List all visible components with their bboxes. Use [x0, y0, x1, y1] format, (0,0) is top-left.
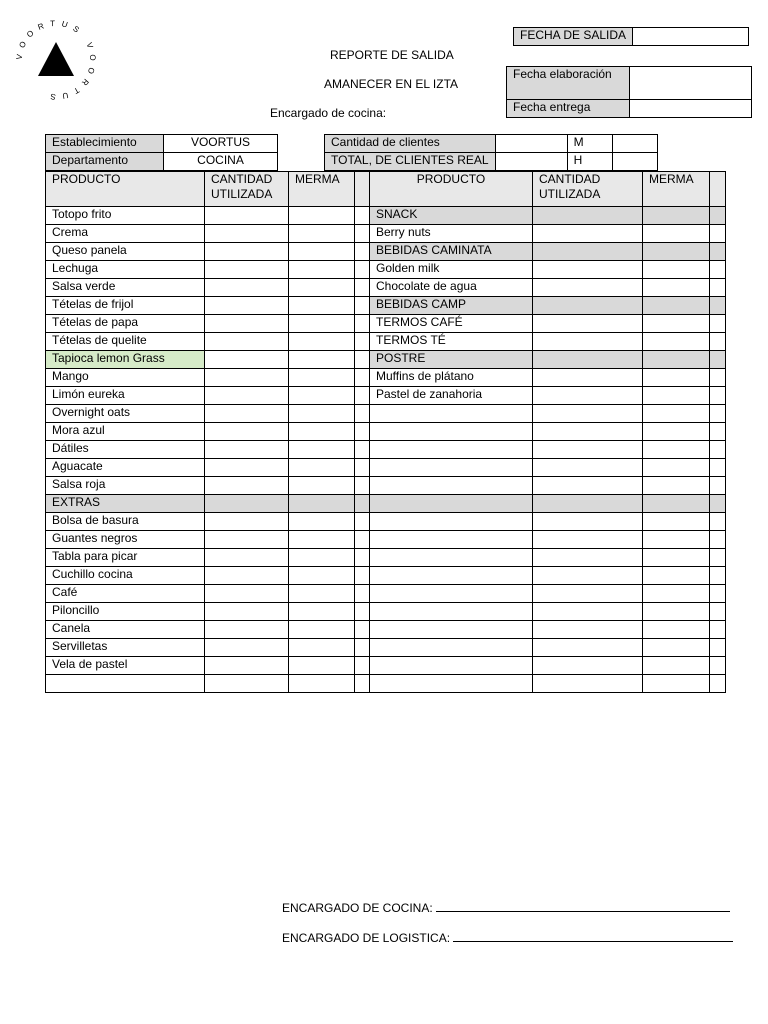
extra-cell-left[interactable]: [355, 603, 370, 621]
table-row: [46, 639, 726, 657]
encargado-cocina-label: Encargado de cocina:: [270, 106, 387, 120]
producto-cell-right: [370, 657, 533, 675]
merma-cell-left[interactable]: [289, 459, 355, 477]
firma-cocina-line[interactable]: [436, 900, 730, 912]
cantidad-cell-right[interactable]: [533, 225, 643, 243]
producto-cell-right: [370, 459, 533, 477]
merma-cell-right[interactable]: [643, 297, 710, 315]
producto-cell-left: Lechuga: [46, 261, 205, 279]
cantidad-cell-left[interactable]: [205, 531, 289, 549]
producto-cell-left: Salsa verde: [46, 279, 205, 297]
table-row: [46, 297, 726, 315]
table-row: [46, 387, 726, 405]
producto-cell-left: Tabla para picar: [46, 549, 205, 567]
extra-cell-right[interactable]: [710, 333, 726, 351]
merma-cell-left[interactable]: [289, 639, 355, 657]
table-row: [46, 675, 726, 693]
merma-cell-left[interactable]: [289, 567, 355, 585]
fecha-elaboracion-field[interactable]: [630, 67, 752, 100]
extra-cell-right[interactable]: [710, 567, 726, 585]
extra-cell-right[interactable]: [710, 261, 726, 279]
extra-cell-right[interactable]: [710, 621, 726, 639]
extra-cell-left[interactable]: [355, 261, 370, 279]
merma-cell-left[interactable]: [289, 549, 355, 567]
extra-cell-right[interactable]: [710, 585, 726, 603]
merma-cell-left[interactable]: [289, 441, 355, 459]
extra-cell-right[interactable]: [710, 351, 726, 369]
extra-cell-left[interactable]: [355, 477, 370, 495]
merma-cell-right[interactable]: [643, 585, 710, 603]
producto-cell-right: [370, 531, 533, 549]
producto-cell-right: [370, 495, 533, 513]
producto-cell-right: Pastel de zanahoria: [370, 387, 533, 405]
merma-cell-right[interactable]: [643, 549, 710, 567]
merma-cell-right[interactable]: [643, 351, 710, 369]
merma-cell-right[interactable]: [643, 621, 710, 639]
report-title: REPORTE DE SALIDA: [330, 48, 454, 62]
extra-cell-right[interactable]: [710, 297, 726, 315]
producto-header-left: PRODUCTO: [46, 172, 205, 207]
extra-cell-right[interactable]: [710, 369, 726, 387]
producto-header-right: PRODUCTO: [370, 172, 533, 207]
report-subtitle: AMANECER EN EL IZTA: [324, 77, 459, 91]
cantidad-cell-right[interactable]: [533, 549, 643, 567]
producto-cell-left: Salsa roja: [46, 477, 205, 495]
cantidad-cell-right[interactable]: [533, 405, 643, 423]
merma-cell-left[interactable]: [289, 423, 355, 441]
producto-cell-left: Vela de pastel: [46, 657, 205, 675]
producto-cell-right: POSTRE: [370, 351, 533, 369]
cantidad-clientes-label: Cantidad de clientes: [325, 135, 496, 153]
cantidad-cell-right[interactable]: [533, 351, 643, 369]
cantidad-cell-left[interactable]: [205, 351, 289, 369]
fechas-table: [506, 66, 752, 118]
table-row: [46, 315, 726, 333]
cantidad-cell-left[interactable]: [205, 387, 289, 405]
cantidad-cell-right[interactable]: [533, 315, 643, 333]
cantidad-cell-right[interactable]: [533, 585, 643, 603]
producto-cell-left: Servilletas: [46, 639, 205, 657]
extra-cell-right[interactable]: [710, 441, 726, 459]
producto-cell-right: [370, 639, 533, 657]
merma-cell-right[interactable]: [643, 441, 710, 459]
extra-cell-right[interactable]: [710, 513, 726, 531]
extra-cell-left[interactable]: [355, 495, 370, 513]
cantidad-cell-left[interactable]: [205, 423, 289, 441]
firma-cocina: [282, 900, 730, 915]
cantidad-cell-left[interactable]: [205, 459, 289, 477]
table-row: [46, 513, 726, 531]
cantidad-cell-right[interactable]: [533, 333, 643, 351]
extra-cell-left[interactable]: [355, 549, 370, 567]
extra-cell-right[interactable]: [710, 279, 726, 297]
extra-cell-right[interactable]: [710, 243, 726, 261]
merma-cell-right[interactable]: [643, 513, 710, 531]
cantidad-cell-right[interactable]: [533, 279, 643, 297]
firma-logistica-label: ENCARGADO DE LOGISTICA:: [282, 931, 451, 945]
merma-cell-left[interactable]: [289, 315, 355, 333]
voortus-logo: [14, 18, 98, 102]
firma-logistica: [282, 930, 733, 945]
producto-cell-right: BEBIDAS CAMP: [370, 297, 533, 315]
cantidad-cell-left[interactable]: [205, 315, 289, 333]
merma-cell-right[interactable]: [643, 207, 710, 225]
cantidad-cell-right[interactable]: [533, 369, 643, 387]
extra-cell-right[interactable]: [710, 549, 726, 567]
merma-cell-left[interactable]: [289, 207, 355, 225]
firma-cocina-label: ENCARGADO DE COCINA:: [282, 901, 433, 915]
merma-cell-right[interactable]: [643, 261, 710, 279]
extra-cell-left[interactable]: [355, 585, 370, 603]
cantidad-cell-left[interactable]: [205, 441, 289, 459]
producto-cell-right: [370, 477, 533, 495]
merma-cell-right[interactable]: [643, 423, 710, 441]
cantidad-cell-left[interactable]: [205, 477, 289, 495]
table-row: [46, 351, 726, 369]
extra-cell-left[interactable]: [355, 333, 370, 351]
extra-cell-right[interactable]: [710, 225, 726, 243]
merma-cell-left[interactable]: [289, 477, 355, 495]
merma-header-right: MERMA: [643, 172, 710, 207]
cantidad-cell-right[interactable]: [533, 495, 643, 513]
table-row: [46, 567, 726, 585]
merma-cell-left[interactable]: [289, 351, 355, 369]
extra-cell-right[interactable]: [710, 675, 726, 693]
merma-cell-right[interactable]: [643, 477, 710, 495]
producto-cell-right: Chocolate de agua: [370, 279, 533, 297]
extra-cell-right[interactable]: [710, 315, 726, 333]
cantidad-cell-left[interactable]: [205, 369, 289, 387]
cantidad-cell-left[interactable]: [205, 675, 289, 693]
producto-cell-left: [46, 675, 205, 693]
extra-cell-left[interactable]: [355, 315, 370, 333]
cantidad-clientes-field[interactable]: [495, 135, 567, 153]
extra-cell-left[interactable]: [355, 513, 370, 531]
merma-cell-left[interactable]: [289, 603, 355, 621]
cantidad-cell-right[interactable]: [533, 477, 643, 495]
merma-cell-left[interactable]: [289, 279, 355, 297]
producto-cell-right: [370, 549, 533, 567]
producto-cell-left: EXTRAS: [46, 495, 205, 513]
merma-cell-left[interactable]: [289, 513, 355, 531]
extra-cell-right[interactable]: [710, 639, 726, 657]
merma-cell-left[interactable]: [289, 261, 355, 279]
product-table: [45, 171, 726, 693]
h-field[interactable]: [612, 153, 657, 171]
extra-cell-right[interactable]: [710, 495, 726, 513]
merma-cell-left[interactable]: [289, 657, 355, 675]
cantidad-cell-left[interactable]: [205, 243, 289, 261]
voortus-logo-graphic: [14, 18, 98, 102]
table-row: [46, 243, 726, 261]
producto-cell-left: Overnight oats: [46, 405, 205, 423]
producto-cell-left: Crema: [46, 225, 205, 243]
merma-cell-right[interactable]: [643, 675, 710, 693]
fecha-salida-field[interactable]: [633, 28, 749, 46]
producto-cell-right: [370, 405, 533, 423]
cantidad-cell-right[interactable]: [533, 387, 643, 405]
cantidad-cell-right[interactable]: [533, 297, 643, 315]
cantidad-cell-left[interactable]: [205, 207, 289, 225]
cantidad-cell-left[interactable]: [205, 225, 289, 243]
cantidad-cell-left[interactable]: [205, 567, 289, 585]
info-table: [45, 134, 658, 171]
cantidad-cell-left[interactable]: [205, 297, 289, 315]
extra-cell-left[interactable]: [355, 567, 370, 585]
table-row: [46, 333, 726, 351]
extra-cell-left[interactable]: [355, 351, 370, 369]
cantidad-cell-left[interactable]: [205, 333, 289, 351]
cantidad-cell-right[interactable]: [533, 207, 643, 225]
extra-cell-right[interactable]: [710, 387, 726, 405]
table-row: [46, 369, 726, 387]
extra-cell-left[interactable]: [355, 441, 370, 459]
producto-cell-left: Tételas de frijol: [46, 297, 205, 315]
extra-cell-left[interactable]: [355, 369, 370, 387]
producto-cell-left: Tételas de quelite: [46, 333, 205, 351]
merma-cell-left[interactable]: [289, 297, 355, 315]
merma-cell-right[interactable]: [643, 657, 710, 675]
producto-cell-right: Muffins de plátano: [370, 369, 533, 387]
cantidad-cell-right[interactable]: [533, 639, 643, 657]
firma-logistica-line[interactable]: [453, 930, 733, 942]
table-row: [46, 441, 726, 459]
cantidad-cell-left[interactable]: [205, 657, 289, 675]
table-row: [46, 495, 726, 513]
extra-cell-right[interactable]: [710, 459, 726, 477]
merma-cell-right[interactable]: [643, 495, 710, 513]
producto-cell-left: Aguacate: [46, 459, 205, 477]
total-clientes-label: TOTAL, DE CLIENTES REAL: [325, 153, 496, 171]
producto-cell-left: Tételas de papa: [46, 315, 205, 333]
table-row: [46, 261, 726, 279]
table-row: [46, 585, 726, 603]
cantidad-cell-right[interactable]: [533, 567, 643, 585]
producto-cell-left: Dátiles: [46, 441, 205, 459]
extra-cell-left[interactable]: [355, 387, 370, 405]
extra-cell-left[interactable]: [355, 279, 370, 297]
fecha-elaboracion-label: Fecha elaboración: [507, 67, 630, 100]
table-row: [46, 657, 726, 675]
cantidad-cell-right[interactable]: [533, 441, 643, 459]
cantidad-cell-left[interactable]: [205, 585, 289, 603]
cantidad-cell-right[interactable]: [533, 513, 643, 531]
merma-cell-left[interactable]: [289, 243, 355, 261]
merma-cell-left[interactable]: [289, 531, 355, 549]
merma-cell-right[interactable]: [643, 315, 710, 333]
fecha-entrega-label: Fecha entrega: [507, 100, 630, 118]
producto-cell-right: [370, 513, 533, 531]
merma-cell-right[interactable]: [643, 279, 710, 297]
table-row: [46, 459, 726, 477]
extra-cell-left[interactable]: [355, 639, 370, 657]
producto-cell-right: [370, 441, 533, 459]
departamento-value: COCINA: [164, 153, 278, 171]
extra-cell-right[interactable]: [710, 531, 726, 549]
producto-cell-left: Totopo frito: [46, 207, 205, 225]
cantidad-cell-right[interactable]: [533, 621, 643, 639]
producto-cell-left: Café: [46, 585, 205, 603]
cantidad-cell-left[interactable]: [205, 549, 289, 567]
extra-cell-left[interactable]: [355, 675, 370, 693]
producto-cell-left: Mango: [46, 369, 205, 387]
departamento-label: Departamento: [46, 153, 164, 171]
extra-cell-left[interactable]: [355, 459, 370, 477]
merma-cell-right[interactable]: [643, 567, 710, 585]
fecha-salida-label: FECHA DE SALIDA: [514, 28, 633, 46]
m-label: M: [567, 135, 612, 153]
merma-cell-right[interactable]: [643, 459, 710, 477]
table-row: [46, 531, 726, 549]
cantidad-cell-left[interactable]: [205, 405, 289, 423]
cantidad-cell-right[interactable]: [533, 531, 643, 549]
merma-cell-left[interactable]: [289, 585, 355, 603]
table-row: [46, 279, 726, 297]
fecha-entrega-field[interactable]: [630, 100, 752, 118]
producto-cell-right: TERMOS CAFÉ: [370, 315, 533, 333]
cantidad-cell-left[interactable]: [205, 621, 289, 639]
extra-cell-left[interactable]: [355, 207, 370, 225]
cantidad-header-right: CANTIDAD UTILIZADA: [533, 172, 643, 207]
producto-cell-left: Canela: [46, 621, 205, 639]
table-row: [46, 225, 726, 243]
table-row: [46, 621, 726, 639]
producto-cell-right: [370, 567, 533, 585]
extra-cell-left[interactable]: [355, 243, 370, 261]
table-row: [46, 549, 726, 567]
merma-cell-right[interactable]: [643, 405, 710, 423]
establecimiento-label: Establecimiento: [46, 135, 164, 153]
cantidad-cell-left[interactable]: [205, 639, 289, 657]
merma-cell-right[interactable]: [643, 225, 710, 243]
merma-cell-left[interactable]: [289, 495, 355, 513]
merma-cell-right[interactable]: [643, 639, 710, 657]
extra-cell-left[interactable]: [355, 531, 370, 549]
cantidad-cell-right[interactable]: [533, 243, 643, 261]
producto-cell-right: Golden milk: [370, 261, 533, 279]
merma-cell-right[interactable]: [643, 603, 710, 621]
producto-cell-left: Limón eureka: [46, 387, 205, 405]
cantidad-cell-left[interactable]: [205, 495, 289, 513]
merma-cell-right[interactable]: [643, 333, 710, 351]
extra-cell-left[interactable]: [355, 657, 370, 675]
merma-cell-right[interactable]: [643, 243, 710, 261]
table-row: [46, 207, 726, 225]
extra-cell-right[interactable]: [710, 405, 726, 423]
producto-cell-left: Cuchillo cocina: [46, 567, 205, 585]
cantidad-cell-right[interactable]: [533, 675, 643, 693]
extra-cell-left[interactable]: [355, 621, 370, 639]
h-label: H: [567, 153, 612, 171]
table-row: [46, 477, 726, 495]
merma-cell-left[interactable]: [289, 369, 355, 387]
table-row: [46, 603, 726, 621]
cantidad-cell-left[interactable]: [205, 279, 289, 297]
cantidad-cell-right[interactable]: [533, 423, 643, 441]
m-field[interactable]: [612, 135, 657, 153]
extra-cell-right[interactable]: [710, 657, 726, 675]
merma-cell-right[interactable]: [643, 387, 710, 405]
producto-cell-right: [370, 585, 533, 603]
cantidad-cell-right[interactable]: [533, 657, 643, 675]
cantidad-cell-left[interactable]: [205, 513, 289, 531]
extra-cell-right[interactable]: [710, 207, 726, 225]
merma-cell-right[interactable]: [643, 369, 710, 387]
cantidad-cell-right[interactable]: [533, 459, 643, 477]
producto-cell-right: Berry nuts: [370, 225, 533, 243]
producto-cell-left: Queso panela: [46, 243, 205, 261]
producto-cell-left: Tapioca lemon Grass: [46, 351, 205, 369]
cantidad-cell-right[interactable]: [533, 261, 643, 279]
cantidad-cell-left[interactable]: [205, 603, 289, 621]
extra-cell-left[interactable]: [355, 297, 370, 315]
producto-cell-right: [370, 423, 533, 441]
producto-cell-right: SNACK: [370, 207, 533, 225]
total-clientes-field[interactable]: [495, 153, 567, 171]
cantidad-cell-right[interactable]: [533, 603, 643, 621]
merma-cell-right[interactable]: [643, 531, 710, 549]
extra-cell-right[interactable]: [710, 603, 726, 621]
extra-cell-left[interactable]: [355, 405, 370, 423]
extra-cell-left[interactable]: [355, 423, 370, 441]
cantidad-header-left: CANTIDAD UTILIZADA: [205, 172, 289, 207]
merma-cell-left[interactable]: [289, 675, 355, 693]
producto-cell-right: [370, 621, 533, 639]
extra-cell-left[interactable]: [355, 225, 370, 243]
producto-cell-left: Mora azul: [46, 423, 205, 441]
producto-cell-right: BEBIDAS CAMINATA: [370, 243, 533, 261]
merma-header-left: MERMA: [289, 172, 355, 207]
merma-cell-left[interactable]: [289, 333, 355, 351]
producto-cell-right: [370, 675, 533, 693]
establecimiento-value: VOORTUS: [164, 135, 278, 153]
producto-cell-right: TERMOS TÉ: [370, 333, 533, 351]
producto-cell-right: [370, 603, 533, 621]
merma-cell-left[interactable]: [289, 621, 355, 639]
svg-text:VOORTUS VOORTUS: VOORTUS VOORTUS: [14, 18, 98, 102]
fecha-salida-table: [513, 27, 749, 46]
table-row: [46, 405, 726, 423]
table-row: [46, 423, 726, 441]
extra-cell-right[interactable]: [710, 477, 726, 495]
merma-cell-left[interactable]: [289, 405, 355, 423]
merma-cell-left[interactable]: [289, 387, 355, 405]
cantidad-cell-left[interactable]: [205, 261, 289, 279]
merma-cell-left[interactable]: [289, 225, 355, 243]
producto-cell-left: Guantes negros: [46, 531, 205, 549]
producto-cell-left: Bolsa de basura: [46, 513, 205, 531]
producto-cell-left: Piloncillo: [46, 603, 205, 621]
extra-cell-right[interactable]: [710, 423, 726, 441]
